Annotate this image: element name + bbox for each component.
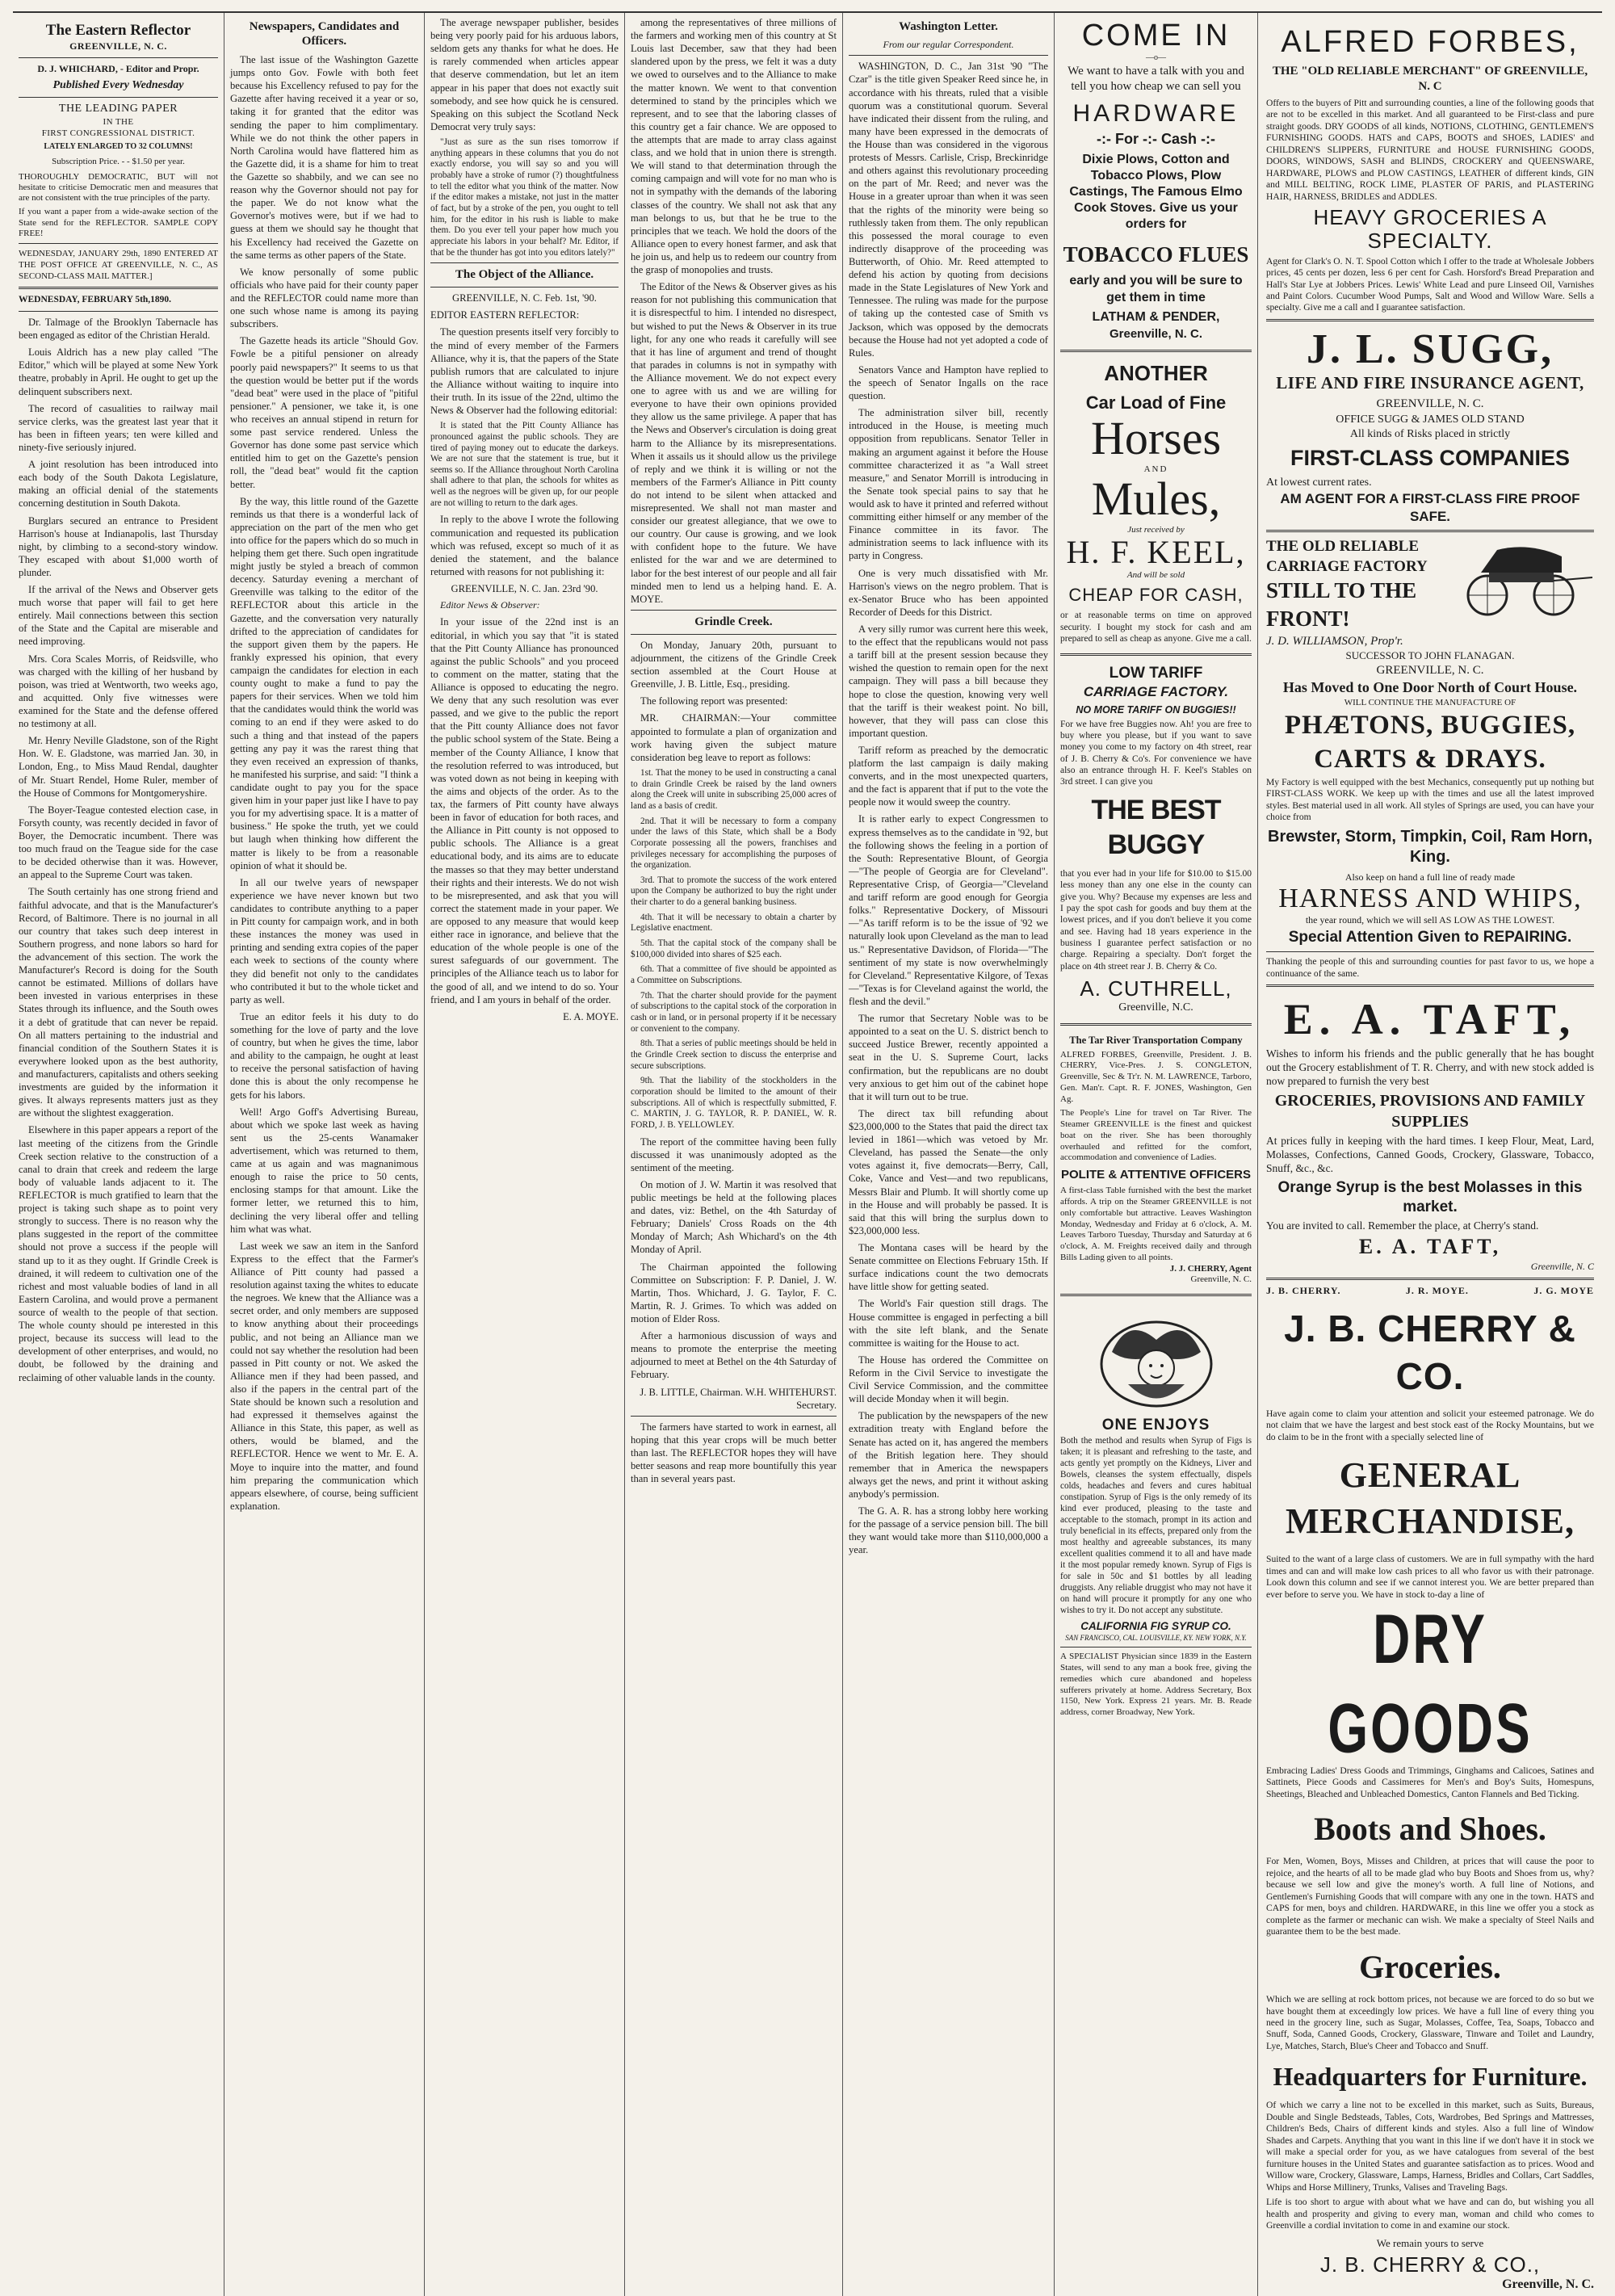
washington-paragraph: It is rather early to expect Congressmen to express themselves as to the candidate in '92, but the following shows the feeling in a portion of the South: Representative Blount, of Georgia—"The people of Georgia are for Cleveland". Representative Crisp, of Georgia—"Cleveland and tariff reform are good enough for Georgia folks." Representative Dockery, of Missouri—"As tariff reform is to be the issue of '92 we naturally look upon Cleveland as the man to lead us." Representative Davidson, of Florida—"The sentiment of my state is now overwhelmingly for Cleveland." Representative Kilgore, of Texas—"Texas is for Cleveland against the world, the flesh and the devil." [849, 813, 1048, 1008]
factory-text: My Factory is well equipped with the best Mechanics, consequently put up nothing but FIRST-CLASS WORK. We keep up with the times and use all the latest improved styles. Best material used in all work. All styles of Springs are used, you can have your choice from [1266, 776, 1594, 823]
polite-heading: POLITE & ATTENTIVE OFFICERS [1060, 1168, 1251, 1182]
taft-name: E. A. TAFT, [1283, 995, 1577, 1044]
news-item: The record of casualities to railway mail service clerks, was the greatest last year that it has been in fifteen years; ten were killed and ninety-five seriously injured. [19, 402, 218, 453]
come-in-heading: COME IN [1081, 19, 1231, 52]
washington-paragraph: The administration silver bill, recently introduced in the House, is meeting much opposition from republicans. Senator Teller in making an argument against it before the House committee characterized it as "a Wall street measure," and Senator Morrill is introducing in the Senate took special pains to say that he would ask to have it printed and referred without committing either himself or any member of the Finance committee in its favor. The administration seems to lack influence with its party in Congress. [849, 407, 1048, 562]
masthead-place: GREENVILLE, N. C. [69, 40, 167, 52]
grindle-paragraph: MR. CHAIRMAN:—Your committee appointed to formulate a plan of organization and work having given the subject mature consideration beg leave to report as follows: [631, 712, 837, 763]
latham-place: Greenville, N. C. [1109, 326, 1203, 341]
carriage-factory-ad [1060, 661, 1252, 1018]
grindle-signature: J. B. LITTLE, Chairman. W.H. WHITEHURST. Secretary. [640, 1386, 837, 1411]
general-merchandise: GENERAL MERCHANDISE, [1286, 1455, 1575, 1541]
tobacco-text: early and you will be sure to get them in time [1069, 274, 1243, 304]
horses-ad [1060, 357, 1252, 649]
buggy-text: For we have free Buggies now. Ah! you are free to buy where you please, but if you want to save money you come to my factory on 4th street, rear of J. B. Cherry & Co's. For convenience we have also an entrance through H. F. Keel's Stables on 3rd street. I can give you [1060, 719, 1252, 787]
washington-paragraph: The World's Fair question still drags. The House committee is engaged in perfecting a bill with the site left blank, and the Senate committee is waiting for the House to act. [849, 1298, 1048, 1349]
alliance-dateline: GREENVILLE, N. C. Feb. 1st, '90. [452, 292, 597, 304]
invited-text: You are invited to call. Remember the place, at Cherry's stand. [1266, 1219, 1539, 1232]
alliance-paragraph: The question presents itself very forcibly to the mind of every member of the Farmers Alliance, why it is, that the papers of the State publish rumors that are calculated to injure the Alliance without waiting to inquire into their truth. In its issue of the 22nd, ultimo the News & Observer had the following editorial: [430, 326, 619, 417]
boots-text: For Men, Women, Boys, Misses and Children, at prices that will cause the poor to rejoice, and the hearts of all to be made glad who buy Boots and Shoes from us, why? because we sell low and give the money's worth. A full line of Notions, and Gentlemen's Furnishing Goods that will compare with any one in the town. HATS and CAPS for men, boys and children. HARDWARE, in this line we offer you a stock as complete as the farmer or mechanic can wish. We make a specialty of Steel Nails and guarantee them to be the best made. [1266, 1856, 1594, 1937]
tar-agent-place: Greenville, N. C. [1190, 1274, 1252, 1285]
masthead-editor: D. J. WHICHARD, - Editor and Propr. [37, 62, 199, 74]
come-in-text: We want to have a talk with you and tell you how cheap we can sell you [1068, 64, 1244, 94]
tar-schedule: A first-class Table furnished with the best the market affords. A trip on the Steamer GREENVILLE is not only comfortable but attractive. Leaves Washington Monday, Wednesday and Friday at 6 o'clock, A. M. Leaves Tarboro Tuesday, Thursday and Saturday at 6 o'clock, A. M. Freights received daily and through Bills Lading given to all points. [1060, 1186, 1252, 1262]
for-cash-heading: -:- For -:- Cash -:- [1097, 130, 1215, 147]
washington-headline: Washington Letter. [899, 20, 998, 33]
taft-signature: E. A. TAFT, [1358, 1235, 1502, 1259]
keel-name: H. F. KEEL, [1066, 534, 1246, 571]
harness-heading: HARNESS AND WHIPS, [1278, 884, 1582, 914]
washington-paragraph: WASHINGTON, D. C., Jan 31st '90 "The Czar" is the title given Speaker Reed since he, in accordance with his threats, ruled that a visible quorum was a constitutional quorum. Several have indicated their dissent from the ruling, and many have been expressed in the democrats of the House than was considered in the vigorous protests of Messrs. Carlisle, Crisp, Breckinridge and others against this revolutionary proceeding on the part of Mr. Reed; and never was the House in a greater uproar than when it was seen that the rights of the minority were being so ruthlessly taken from them. The only republican this possessed the moral courage to even indirectly disapprove of the proceeding was Butterworth, of Ohio. Mr. Reed attempted to defend his action by quoting from decisions made in the State Legislatures of New York and Tennessee. The ruling was made for the purpose of taking up the contested case of Smith vs Jackson, which was opposed by the democrats because the House had not yet adopted a code of Rules. [849, 61, 1048, 359]
cheap-heading: CHEAP FOR CASH, [1068, 585, 1244, 606]
alliance-quote: It is stated that the Pitt County Alliance has pronounced against the public schools. They are tired of paying money out to educate the darkeys. We are not sure that the statement is true, but it seems so. If the Alliance throughout North Carolina shall adhere to that plan, the schools for whites as well as the negroes will be given up, for our people are not willing to return to the dark ages. [430, 421, 619, 508]
grindle-paragraph: After a harmonious discussion of ways and means to promote the enterprise the meeting adjourned to meet at Bethel on the 4th Saturday of February. [631, 1330, 837, 1381]
dry-goods-heading: DRY GOODS [1328, 1599, 1533, 1768]
column-6-ads [1055, 13, 1258, 2296]
sugg-name: J. L. SUGG, [1306, 325, 1554, 372]
hardware-ad: COME IN —o— We want to have a talk with you and tell you how cheap we can sell you HARDWARE -:- For -:- Cash -:- Dixie Plows, Cotton and Tobacco Plows, Plow Castings, The Famous Elmo Cook Stoves. Give us your orders for TOBACCO FLUES early and you will be sure to get them in time LATHAM & PENDER, Greenville, N. C. [1060, 16, 1252, 345]
grindle-paragraph: On Monday, January 20th, pursuant to adjournment, the citizens of the Grindle Creek section assembled at the Court House at Greenville, J. B. Little, Esq., presiding. [631, 639, 837, 690]
masthead-published: Published Every Wednesday [52, 79, 184, 92]
article-paragraph: In all our twelve years of newspaper experience we have never known but two candidates to contribute anything to a paper in Pitt county for campaign work, and in both these instances the money was used in printing and sending extra copies of the paper each week to sections of the county where they did benefit not only to the candidates who contributed it but to the whole ticket and party as well. [230, 876, 418, 1005]
grindle-item: 7th. That the charter should provide for the payment of subscriptions to the capital stock of the corporation in cash or in land, or in personal property if it be necessary or convenient to the company. [631, 990, 837, 1034]
column-7-ads [1258, 13, 1602, 2296]
grindle-item: 5th. That the capital stock of the company shall be $100,000 divided into shares of $25 each. [631, 938, 837, 959]
tar-river-heading: The Tar River Transportation Company [1069, 1034, 1243, 1046]
grindle-paragraph: On motion of J. W. Martin it was resolved that public meetings be held at the following places and dates, viz: Bethel, on the 4th Saturday of February; Daniels' Cross Roads on the 4th Monday of March; Ash Whichard's on the 4th Monday of April. [631, 1178, 837, 1256]
news-item: Mr. Henry Neville Gladstone, son of the Right Hon. W. E. Gladstone, was married Jan. 30, in London, Eng., to Miss Maud Rendal, daughter of Mr. Stuart Rendel, Home Ruler, member of the House of Commons for Montgomeryshire. [19, 735, 218, 799]
news-item: Burglars secured an entrance to President Harrison's house at Indianapolis, last Thursday night, by climbing to a second-story window. They escaped with about $1,000 worth of plunder. [19, 514, 218, 578]
no-more-tariff: NO MORE TARIFF ON BUGGIES!! [1076, 703, 1236, 716]
quoted-paragraph: "Just as sure as the sun rises tomorrow if anything appears in these columns that you do not exactly endorse, you will say so and you will probably have a stroke of rumor (?) thoughtfulness to tell the editor what you think of the matter. Now if the editor makes a mistake, not just in the matter of fact, but by a stroke of the pen, you ought to tell him, for the editor in his rush is liable to make them. Do you ever tell your paper how much you appreciate his labors in your behalf? Mr. Editor, if that be the thunder has got into you editors lately?" [430, 136, 619, 258]
washington-paragraph: The G. A. R. has a strong lobby here working for the passage of a service pension bill. The bill they want would take more than $110,000,000 a year. [849, 1505, 1048, 1556]
washington-paragraph: One is very much dissatisfied with Mr. Harrison's views on the negro problem. That is ex-Senator Bruce who has been appointed Recorder of Deeds for this District. [849, 567, 1048, 618]
partner-name: J. R. MOYE. [1405, 1284, 1469, 1296]
masthead-leading-in: IN THE [103, 116, 134, 127]
newspaper-page [13, 11, 1602, 2291]
alliance-salutation: EDITOR EASTERN REFLECTOR: [430, 309, 580, 321]
groceries-text: Which we are selling at rock bottom prices, not because we are forced to do so but we have bought them at exceedingly low prices. We have a full line of every thing you need in the grocery line, such as Sugar, Molasses, Coffee, Tea, Soaps, Tobacco and Snuff, Soda, Canned Goods, Crockery, Glassware, Tinware and Toilet and Laundry, Lye, Matches, Starch, Blue's Cheer and Tobacco and Snuff. [1266, 1994, 1594, 2051]
groceries-heading: Groceries. [1359, 1948, 1501, 1985]
tobacco-heading: TOBACCO FLUES [1063, 241, 1249, 267]
taft-text-2: At prices fully in keeping with the hard times. I keep Flour, Meat, Lard, Molasses, Confections, Canned Goods, Crockery, Glassware, Tobacco, Snuff, &c., &c. [1266, 1135, 1594, 1174]
washington-paragraph: The House has ordered the Committee on Reform in the Civil Service to investigate the Civil Service Commission, and the committee will decide Monday when it will begin. [849, 1354, 1048, 1405]
sugg-office: OFFICE SUGG & JAMES OLD STAND [1336, 413, 1525, 426]
news-item: The farmers have started to work in earnest, all hoping that this year crops will be much better than last. The REFLECTOR hopes they will have better seasons and reap more bountifully this year than in several years past. [631, 1421, 837, 1485]
carriage-title: THE OLD RELIABLE CARRIAGE FACTORY [1266, 538, 1428, 575]
cuthrell-place: Greenville, N.C. [1118, 1001, 1193, 1014]
news-item: The South certainly has one strong friend and faithful advocate, and that is the Manufacturer's Record, of Baltimore. There is no journal in all our country that takes such deep interest in Southern progress, and none labors so hard for the advancement of this section. The work the Manufacturer's Record is doing for the South cannot be estimated. Millions of dollars have been invested in various enterprises in these States through its influence, and the South owes it a debt of gratitude that can never be repaid. On all matters pertaining to the industrial and financial condition of the Southern States it is everywhere looked upon as the best authority, and manufacturers, capitalists and others seeking investments are guided by the information it gives. It always represents matters just as they are without the slightest exaggeration. [19, 886, 218, 1119]
masthead-leading: THE LEADING PAPER [58, 102, 178, 115]
fig-company: CALIFORNIA FIG SYRUP CO. [1080, 1620, 1231, 1633]
grindle-item: 9th. That the liability of the stockholders in the corporation should be limited to the amount of their subscriptions. All of which is respectfully submitted, F. C. MARTIN, J. G. TAYLOR, R. P. DANIEL, W. R. FORD, J. B. YELLOWLEY. [631, 1076, 837, 1130]
washington-paragraph: Tariff reform as preached by the democratic platform the last campaign is daily making converts, and in the most unexpected quarters, and the fact is apparent that if put to the vote the people now it would sweep the country. [849, 744, 1048, 808]
news-item: Louis Aldrich has a new play called "The Editor," which will be played at some New York theatre, probably in April. He ought to get up the delinquent subscribers next. [19, 346, 218, 397]
still-to-front: STILL TO THE FRONT! [1266, 578, 1417, 631]
article-paragraph: The Gazette heads its article "Should Gov. Fowle be a pitiful pensioner on already poorly paid newspapers?" It seems to us that the question would be better put if the words "dead beat" were used in the place of "pitiful pensioner." A pensioner, we take it, is one who receives an annual stipend in return for some past service rendered. Unless the Governor has done some past service which entitled him to get on the Gazette's pension roll, the "dead beat" would fit the caption better. [230, 335, 418, 490]
best-buggy-text: that you ever had in your life for $10.00 to $15.00 less money than any one else in the county can give you. Why? Because my expenses are less and I pay the spot cash for goods and buy them at the lowest prices, and if you don't believe it you come and see. Having had 18 years experience in the business I guarantee perfect satisfaction or no charge. Repairing a specialty. Don't forget the place on 4th street rear J. B. Cherry & Co. [1060, 868, 1252, 972]
partner-name: J. B. CHERRY. [1266, 1284, 1341, 1296]
alliance-paragraph: In reply to the above I wrote the following communication and requested its publication which was refused, except so much of it as denied the statement, and the balance returned with reasons for not publishing it: [430, 514, 619, 577]
general-text: Suited to the want of a large class of customers. We are in full sympathy with the hard times and can and will make low cash prices to all who favor us with their patronage. Look down this column and see if we cannot interest you. We are better prepared than ever before to serve you. We have in stock to-day a line of [1266, 1554, 1594, 1600]
news-item: If the arrival of the News and Observer gets much worse that paper will fail to get here entirely. Mail connections between this section of the State and the Capital are miserable and need improving. [19, 584, 218, 648]
partners-row [1266, 1285, 1594, 1297]
washington-subhead: From our regular Correspondent. [883, 39, 1014, 50]
syrup-text: Both the method and results when Syrup of Figs is taken; it is pleasant and refreshing to the taste, and acts gently yet promptly on the Kidneys, Liver and Bowels, cleanses the system effectually, dispels colds, headaches and fevers and cures habitual constipation. Syrup of Figs is the only remedy of its kind ever produced, pleasing to the taste and acceptable to the stomach, prompt in its action and truly beneficial in its effects, prepared only from the most healthy and agreeable substances, its many excellent qualities commend it to all and have made it the most popular remedy known. Syrup of Figs is for sale in 50c and $1 bottles by all leading druggists. Any reliable druggist who may not have it on hand will procure it promptly for any one who wishes to try it. Do not accept any substitute. [1060, 1436, 1252, 1616]
news-item: A joint resolution has been introduced into each body of the South Dakota Legislature, making an official denial of the statements concerning destitution in South Dakota. [19, 459, 218, 510]
masthead-district: FIRST CONGRESSIONAL DISTRICT. [41, 128, 195, 138]
carload-heading: Car Load of Fine [1085, 392, 1227, 413]
sugg-risks: All kinds of Risks placed in strictly [1349, 427, 1511, 440]
first-class-companies: FIRST-CLASS COMPANIES [1290, 446, 1571, 471]
washington-paragraph: Senators Vance and Hampton have replied to the speech of Senator Ingalls on the race question. [849, 363, 1048, 402]
partner-name: J. G. MOYE [1533, 1284, 1594, 1296]
article-paragraph: Last week we saw an item in the Sanford Express to the effect that the Farmer's Alliance of Pitt county had passed a resolution against taxing the whites to educate the negroes. We knew that the Alliance was a secret order, and only members are supposed to know anything about their proceedings public, and not being an Alliance man we could not say whether the resolution had been passed in Pitt county or not. We asked the Alliance men if they had been passed, and also if the papers in the central part of the State should be known such a resolution and had expressed it themselves against the Alliance in this State, this paper, as well as others, would be blamed, and the REFLECTOR. Hence we went to Mr. E. A. Moye to inquire into the matter, and found him preparing the communication which appears elsewhere, of course, being sufficient explanation. [230, 1240, 418, 1512]
grindle-item: 1st. That the money to be used in constructing a canal to drain Grindle Creek be raised by the land owners along the Creek will unite in subscribing 25,000 acres of land as a basis of credit. [631, 767, 837, 811]
groceries-line: GROCERIES, PROVISIONS AND FAMILY SUPPLIES [1274, 1091, 1586, 1131]
forbes-name: ALFRED FORBES, [1281, 25, 1579, 59]
article-paragraph: Well! Argo Goff's Advertising Bureau, about which we spoke last week as having sent us the 25-cents Wanamaker advertisement, which was returned to them, came at us again and was magnanimous enough to raise the price to 50 cents, enclosing stamps for that amount. Like the former letter, we returned this to him, declining the very liberal offer and telling him what was what. [230, 1106, 418, 1235]
sugg-title: LIFE AND FIRE INSURANCE AGENT, [1276, 372, 1584, 392]
grindle-item: 8th. That a series of public meetings should be held in the Grindle Creek section to discuss the enterprise and secure subscriptions. [631, 1039, 837, 1071]
alliance-headline: The Object of the Alliance. [455, 268, 594, 282]
sold-text: And will be sold [1126, 570, 1185, 581]
dry-goods-text: Embracing Ladies' Dress Goods and Trimmings, Ginghams and Calicoes, Satines and Sattinets, Piece Goods and Cassimeres for Men's and Boy's Suits, Homespuns, Sheetings, Bleached and Unbleached Domestics, Canton Flannels and Bed Ticking. [1266, 1765, 1594, 1799]
cherry-place: Greenville, N. C. [1502, 2277, 1594, 2291]
carriage-place: GREENVILLE, N. C. [1376, 663, 1484, 677]
fire-proof-safe: AM AGENT FOR A FIRST-CLASS FIRE PROOF SAFE. [1280, 490, 1580, 524]
furniture-heading: Headquarters for Furniture. [1273, 2062, 1588, 2092]
grindle-item: 6th. That a committee of five should be appointed as a Committee on Subscriptions. [631, 964, 837, 986]
grindle-paragraph: The report of the committee having been fully discussed it was unanimously adopted as the sentiment of the meeting. [631, 1135, 837, 1173]
grindle-headline: Grindle Creek. [694, 615, 773, 628]
grindle-item: 4th. That it will be necessary to obtain a charter by Legislative enactment. [631, 912, 837, 934]
another-heading: ANOTHER [1104, 360, 1208, 385]
masthead-title: The Eastern Reflector [45, 22, 191, 39]
masthead-price: Subscription Price. - - $1.50 per year. [52, 156, 185, 166]
news-item: Dr. Talmage of the Brooklyn Tabernacle has been engaged as editor of the Christian Herald. [19, 316, 218, 342]
received-by: Just received by [1127, 525, 1185, 535]
latham-name: LATHAM & PENDER, [1092, 310, 1220, 325]
washington-paragraph: The direct tax bill refunding about $23,000,000 to the States that paid the direct tax levied in 1861—which was vetoed by Mr. Cleveland, has passed the Senate—the only votes against it, five democrats—Berry, Call, Coke, Vance and Vest—and two republicans, Messrs Blair and Plumb. It will shortly come up in the House and will probably be passed. It is said that this will bring the surplus down to $23,000,000 less. [849, 1107, 1048, 1236]
tar-river-ad [1060, 1030, 1252, 1289]
cherry-signature: J. B. CHERRY & CO., [1319, 2252, 1541, 2277]
tar-agent: J. J. CHERRY, Agent [1169, 1263, 1252, 1274]
news-item: Mrs. Cora Scales Morris, of Reidsville, who was charged with the killing of her husband by poison, was tried at Wentworth, two weeks ago, and acquitted. Only five witnesses were examined for the State and the defense offered no testimony at all. [19, 653, 218, 730]
article-paragraph: The average newspaper publisher, besides being very poorly paid for his arduous labors, seldom gets any thanks for what he does. He is rarely commended when articles appear that deserve commendation, but let an item appear in his paper that does not exactly suit somebody, and see how quick he is censured. Speaking on this subject the Scotland Neck Democrat very truly says: [430, 17, 619, 132]
alliance-paragraph: In your issue of the 22nd inst is an editorial, in which you say that "it is stated that the Pitt County Alliance has pronounced against the public Schools" and you proceed to comment on the matter, stating that the Alliance is opposed to educating the negro. We deny that any such resolution was ever passed, and we give to the public the report that the Pitt county Alliance does not favor the public school system of the State. Being a member of the County Alliance, I know that the resolution referred to was introduced, but was voted down as not being in keeping with the aims and objects of the order. As to the tax, the farmers of Pitt county have always been in favor of education for both races, and the Alliance in Pitt county is not opposed to public schools. The Alliance is a great educational body, and its aims are to educate the masses so that they may better understand their rights and their interests. We do not wish to be misrepresented, and ask that you will correct the statement made in your paper. We are opposed to any measure that would keep either race in ignorance, and believe that the education of the whole people is one of the surest safeguards of our government. The principles of the Alliance teach us to labor for the good of all, and we intend to do so. Your friend, and I am yours in behalf of the order. [430, 616, 619, 1005]
sugg-place: GREENVILLE, N. C. [1376, 397, 1484, 411]
fig-places: SAN FRANCISCO, CAL. LOUISVILLE, KY. NEW YORK, N.Y. [1065, 1633, 1247, 1642]
successor: SUCCESSOR TO JOHN FLANAGAN. [1345, 649, 1515, 662]
grindle-paragraph: The following report was presented: [640, 695, 788, 707]
column-5 [843, 13, 1055, 2296]
masthead-democratic: THOROUGHLY DEMOCRATIC, BUT will not hesitate to criticise Democratic men and measures that are not consistent with the true principles of the party. [19, 171, 218, 204]
tar-people-line: The People's Line for travel on Tar River. The Steamer GREENVILLE is the finest and quickest boat on the river. She has been thoroughly overhauled and refitted for the comfort, accommodation and convenience of Ladies. [1060, 1108, 1252, 1163]
cherry-name: J. B. CHERRY & CO. [1284, 1308, 1576, 1398]
washington-paragraph: The Montana cases will be heard by the Senate committee on Elections February 15th. If surface indications count the two democrats have little show for getting seated. [849, 1241, 1048, 1293]
column-4 [625, 13, 843, 2296]
grindle-paragraph: The Chairman appointed the following Committee on Subscription: F. P. Daniel, J. W. Martin, Thos. Whichard, J. G. Taylor, F. C. Martin, R. J. Grimes. To which was added on motion of Elder Ross. [631, 1261, 837, 1325]
carriage-factory-heading: CARRIAGE FACTORY. [1083, 683, 1229, 699]
news-item: The Boyer-Teague contested election case, in Forsyth county, was recently decided in favor of Boyer, the Democratic incumbent. There was too much fraud on the Teague side for the case to be decided otherwise than it was. However, an appeal to the Supreme Court was taken. [19, 804, 218, 881]
taft-text: Wishes to inform his friends and the public generally that he has bought out the Grocery establishment of T. R. Cherry, and with new stock added is now prepared to furnish the very best [1266, 1047, 1594, 1088]
forbes-subtitle: THE "OLD RELIABLE MERCHANT" OF GREENVILLE, N. C [1272, 64, 1588, 93]
springs-list: Brewster, Storm, Timpkin, Coil, Ram Horn, King. [1268, 827, 1592, 867]
boots-heading: Boots and Shoes. [1314, 1811, 1546, 1848]
forbes-text: Offers to the buyers of Pitt and surrounding counties, a line of the following goods that are not to be excelled in this market. And all guaranteed to be First-class and pure straight goods. DRY GOODS of all kinds, NOTIONS, CLOTHING, GENTLEMEN'S FURNISHING GOODS. HATS and CAPS, BOOTS and SHOES, LADIES' and CHILDREN'S SLIPPERS, FURNITURE and HOUSE FURNISHING GOODS, DOORS, WINDOWS, SASH and BLINDS, CROCKERY and QUEENSWARE, HARDWARE, PLOWS and PLOW CASTINGS, LEATHER of different kinds, GIN and MILL BELTING, ROCK LIME, PLASTER OF PARIS, and PLASTERING HAIR, HARNESS, BRIDLES and ADDLES. [1266, 98, 1594, 202]
cherry-text: Have again come to claim your attention and solicit your esteemed patronage. We do not claim that we have the largest and best stock east of the Rocky Mountains, but we do claim to be in the front with a specially selected line of [1266, 1408, 1594, 1442]
furniture-text: Of which we carry a line not to be excelled in this market, such as Suits, Bureaus, Double and Single Bedsteads, Tables, Cots, Wardrobes, Bed Springs and Mattresses, Children's Beds, Chairs of different kinds and styles. Also a full line of Window Shades and Carpets. Anything that you want in this line if we don't have it in stock we will make a special order for you, as we have catalogues from several of the best furniture houses in the United States and guarantee satisfaction as to prices. Wood and Willow ware, Crockery, Glassware, Lamps, Harness, Bridles and Collars, Cart Saddles, Whips and Horse Millinery, Trunks, Valises and Traveling Bags. [1266, 2100, 1594, 2193]
alliance-salutation-2: Editor News & Observer: [440, 599, 540, 611]
one-enjoys-heading: ONE ENJOYS [1101, 1417, 1210, 1434]
syrup-of-figs-ad [1060, 1301, 1252, 1722]
alliance-dateline-2: GREENVILLE, N. C. Jan. 23rd '90. [451, 582, 598, 594]
tar-officers: ALFRED FORBES, Greenville, President. J. B. CHERRY, Vice-Pres. J. S. CONGLETON, Greenville, Sec & Tr'r. N. M. LAWRENCE, Tarboro, Gen. Man'r. Capt. R. F. JONES, Washington, Gen Ag. [1060, 1049, 1252, 1104]
heavy-text: Agent for Clark's O. N. T. Spool Cotton which I offer to the trade at Wholesale Jobbers prices, 45 cents per dozen, less 6 per cent for Cash. Horsford's Bread Preparation and Hall's Star Lye at Jobbers Prices. Lewis' White Lead and pure Linseed Oil, Varnishes and Paint Colors. Cucumber Wood Pumps, Salt and Wood and Willow Ware. Sells a specialty. Give me a call and I guarantee satisfaction. [1266, 255, 1594, 313]
grindle-item: 2nd. That it will be necessary to form a company under the laws of this State, which shall be a Body Corporate possessing all the powers, franchises and privileges necessary for accomplishing the purposes of the organization. [631, 816, 837, 871]
article-paragraph: True an editor feels it his duty to do something for the love of party and the love of country, but when he gives the time, labor and ability to the campaign, he ought at least to receive the personal satisfaction of having done this is about the only recompense he gets for his labors. [230, 1010, 418, 1101]
orange-syrup: Orange Syrup is the best Molasses in this market. [1277, 1178, 1583, 1216]
and-word: AND [1143, 464, 1168, 475]
specialist-text: A SPECIALIST Physician since 1839 in the Eastern States, will send to any man a book free, giving the remedies which cure abandoned and hopeless sufferers privately at home. Address Secretary, Box 1150, New York. Express 21 years. Mr. B. Reade address, corner Broadway, New York. [1060, 1652, 1252, 1718]
repairing-heading: Special Attention Given to REPAIRING. [1288, 928, 1572, 946]
column-3 [425, 13, 625, 2296]
mules-heading: Mules, [1091, 472, 1221, 526]
invitation-text: Life is too short to argue with about what we have and can do, but wishing you all health and prosperity and giving to every man, woman and child who comes to Greenville a cordial invitation to come in and examine our stock. [1266, 2197, 1594, 2231]
moved-notice: Has Moved to One Door North of Court House. [1282, 679, 1578, 696]
keel-text: or at reasonable terms on time on approved security. I bought my stock for cash and am prepared to sell as cheap as anyone. Give me a call. [1060, 611, 1252, 644]
article-paragraph: By the way, this little round of the Gazette reminds us that there is a wonderful lack of appreciation on the part of the men who get into office for the papers which do so much in helping them get there. Such open ingratitude might justly be styled a breach of common decency. Saturday evening a merchant of Greenville was talking to the editor of the REFLECTOR about this article in the Gazette, and the conversation very naturally drifted to the appreciation of candidates for the support given them by the papers. He frankly expressed his opinion, that every campaign the candidates for election in each county ought to make a fund to pay the papers for their services. When we told him that the candidates would think the world was coming to an end if they were asked to do such a thing and that instead of the papers getting any pay it was the rarest thing that they even received an expression of thanks, he manifested his surprise, and said: "I think a candidate ought to pay you for the space given him in your paper just like I have to pay you for my advertising space. It is a matter of business." He spoke the truth, yet we could but laugh when thinking how different the matter is likely to be from a reasonable opinion of what it should be. [230, 495, 418, 871]
phaetons-heading: PHÆTONS, BUGGIES, CARTS & DRAYS. [1284, 711, 1576, 774]
lowest-rates: At lowest current rates. [1266, 476, 1372, 489]
low-tariff: LOW TARIFF [1109, 664, 1203, 682]
hardware-heading: HARDWARE [1072, 99, 1240, 127]
taft-place: Greenville, N. C [1530, 1260, 1594, 1272]
best-buggy-heading: THE BEST BUGGY [1091, 794, 1221, 861]
williamson-name: J. D. WILLIAMSON, Prop'r. [1266, 635, 1403, 649]
continue-manufacture: WILL CONTINUE THE MANUFACTURE OF [1344, 698, 1516, 708]
harness-note: Also keep on hand a full line of ready made [1344, 871, 1516, 883]
article-headline: Newspapers, Candidates and Officers. [249, 20, 400, 48]
grindle-item: 3rd. That to promote the success of the work entered upon the Company be authorized to buy the right under their charter to do a general banking business. [631, 875, 837, 908]
news-item: Elsewhere in this paper appears a report of the last meeting of the citizens from the Grindle Creek section relative to the construction of a canal to drain that creek and redeem the large body of valuable lands adjacent to it. The REFLECTOR is much gratified to learn that the project is taking such shape as to point very strongly to success. There is no reason why the plans suggested in the report of the committee should not prove a success if the people will stand up to it as they ought. If Grindle Creek is drained, it will redeem to cultivation one of the richest and most valuable bodies of land in all Eastern Carolina, and would prove a permanent source of wealth to the people of that section. The whole county should pe interested in this project, because its success will lead to the development of other enterprises, and would, no doubt, be followed by the draining and reclaiming of other valuable lands in the county. [19, 1124, 218, 1383]
alliance-signature: E. A. MOYE. [563, 1010, 619, 1022]
cuthrell-name: A. CUTHRELL, [1080, 976, 1232, 1001]
article-paragraph: among the representatives of three millions of the farmers and working men of this country at St Louis last December, saw that they had been slandered upon by the press, we felt it was a duty we owed to ourselves and to the Alliance to make the matter known. We went to that convention determined to stand by the principles which we represent, and to see that the laboring classes of this country get a fair chance. We are opposed to the attempts that are made to array class against class, and we hold that in union there is strength. We will stand to that determination through the coming campaign and will vote for no man who is not in sympathy with the demands of the laboring classes of the country. We shall not ask that any man belongs to us, but that he be true to the principles that we teach. We hold the doors of the Alliance open to every honest farmer, and ask that he join us, and help us to redeem our country from the grasp of monopolies and trusts. [631, 17, 837, 276]
dixie-text: Dixie Plows, Cotton and Tobacco Plows, Plow Castings, The Famous Elmo Cook Stoves. Give us your orders for [1069, 152, 1243, 231]
masthead-entered: WEDNESDAY, JANUARY 29th, 1890 ENTERED AT THE POST OFFICE AT GREENVILLE, N. C., AS SECOND-CLASS MAIL MATTER.] [19, 249, 218, 281]
thanks-text: Thanking the people of this and surrounding counties for past favor to us, we hope a continuance of the same. [1266, 956, 1594, 979]
article-paragraph: The last issue of the Washington Gazette jumps onto Gov. Fowle with both feet because his Excellency refused to pay for the Gazette after having received it a year or so, taking it for granted that the editor was sending the paper to him complimentary. While we do not think the other papers in North Carolina would have flattered him as the Gazette did, it is a shame for him to treat the Gazette so shabbily, and we can see no reason why the Governor should not pay for the paper. We do not know what the Governor's motives were, but if we had to guess at them we should say he thought that his Excellency had received the Gazette on the same terms as other papers of the State. [230, 54, 418, 261]
column-1 [13, 13, 224, 2296]
article-paragraph: We know personally of some public officials who have paid for their county paper and the REFLECTOR could name more than one such whose name is among its paying subscribers. [230, 266, 418, 330]
washington-paragraph: A very silly rumor was current here this week, to the effect that the republicans would not pass a tariff bill at the present session because they wished the question to remain open for the next campaign. They will pass a bill because they hope to close the question, knowing very well that the tariff is their weakest point. No bill, however, that they will pass can close this important question. [849, 623, 1048, 739]
masthead-enlarged: LATELY ENLARGED TO 32 COLUMNS! [44, 142, 193, 151]
heavy-groceries: HEAVY GROCERIES A SPECIALTY. [1313, 205, 1547, 253]
carriage-factory-ad [1266, 537, 1594, 649]
washington-paragraph: The rumor that Secretary Noble was to be appointed to a seat on the U. S. district bench to succeed Justice Brewer, recently appointed a seat in the U. S. Supreme Court, lacks confirmation, but the republicans are no doubt very anxious to get him out of the cabinet hope that it will turn out to be true. [849, 1013, 1048, 1102]
harness-low: the year round, which we will sell AS LOW AS THE LOWEST. [1305, 913, 1555, 926]
remain-text: We remain yours to serve [1376, 2236, 1484, 2249]
washington-paragraph: The publication by the newspapers of the new extradition treaty with England before the Senate has acted on it, has angered the members of the British legation here. They should remember that in America the newspapers always get the news, and print it without asking anybody's permission. [849, 1410, 1048, 1500]
cherub-illustration [1060, 1308, 1252, 1412]
horses-heading: Horses [1090, 412, 1222, 465]
issue-dateline: WEDNESDAY, FEBRUARY 5th,1890. [19, 295, 172, 305]
article-paragraph: The Editor of the News & Observer gives as his reason for not publishing this communication that it is disrespectful to him. I intended no disrespect, but wished to put the News & Observer in its true light, for any one who reads it carefully will see that it has line of argument and trend of thought that parades in columns is not in sympathy with the Alliance movement. We do not expect every one to agree with us and we are willing for everyone to have their own opinions provided they allow us the same privilege. A paper that has the News and Observer's circulation is doing great harm to the Alliance by its misrepresentations. When it assails us it should allow us the privilege of reply and we think it is willing or not the members of the Farmer's Alliance in Pitt county do not intend to be silent when attacked and misrepresented. We shall not man master and consider our greatest allegiance, that we owe to our country. Our cause is growing, and we look with confident hope to the future. We have enlisted for the war and we are determined to labor for the best interest of our people and all fair minded men to lend us a helping hand. E. A. MOYE. [631, 281, 837, 605]
masthead-advertise: If you want a paper from a wide-awake section of the State send for the REFLECTOR. SAMPLE COPY FREE! [19, 207, 218, 238]
buggy-illustration [1457, 540, 1594, 617]
column-2 [224, 13, 425, 2296]
